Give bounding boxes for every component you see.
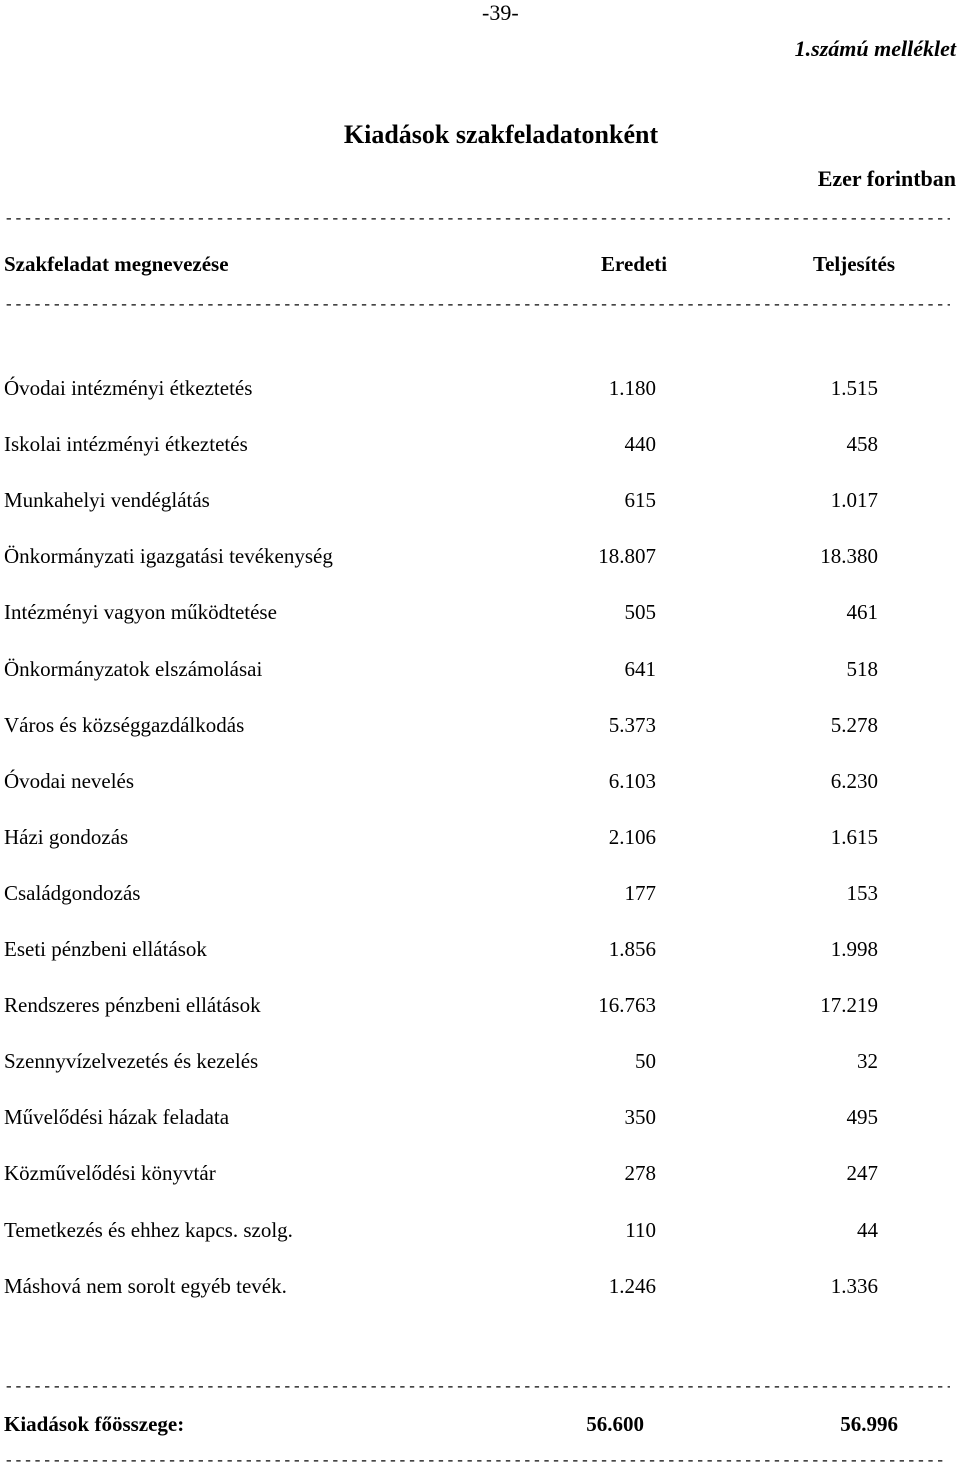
row-performance-value: 1.998 bbox=[830, 937, 878, 961]
table-row bbox=[0, 544, 960, 574]
total-performance: 56.996 bbox=[840, 1412, 898, 1436]
row-original-value: 5.373 bbox=[608, 713, 656, 737]
row-name: Iskolai intézményi étkeztetés bbox=[4, 432, 248, 456]
row-original-value: 6.103 bbox=[608, 769, 656, 793]
row-original-value: 440 bbox=[624, 432, 656, 456]
row-original-value: 350 bbox=[624, 1105, 656, 1129]
row-name: Családgondozás bbox=[4, 881, 141, 905]
row-name: Művelődési házak feladata bbox=[4, 1105, 230, 1129]
divider-header bbox=[4, 298, 950, 312]
total-original: 56.600 bbox=[586, 1412, 644, 1436]
divider-bottom bbox=[4, 1454, 944, 1468]
row-name: Óvodai intézményi étkeztetés bbox=[4, 376, 253, 400]
row-name: Házi gondozás bbox=[4, 825, 129, 849]
table-row bbox=[0, 993, 960, 1023]
row-original-value: 50 bbox=[635, 1049, 656, 1073]
column-header-performance: Teljesítés bbox=[813, 252, 896, 276]
total-row bbox=[0, 1412, 960, 1442]
row-original-value: 110 bbox=[625, 1218, 656, 1242]
row-performance-value: 518 bbox=[846, 657, 878, 681]
row-performance-value: 1.017 bbox=[830, 488, 878, 512]
annex-label: 1.számú melléklet bbox=[794, 36, 956, 61]
row-original-value: 1.246 bbox=[608, 1274, 656, 1298]
row-original-value: 16.763 bbox=[598, 993, 656, 1017]
row-original-value: 177 bbox=[624, 881, 656, 905]
table-row bbox=[0, 376, 960, 406]
row-name: Intézményi vagyon működtetése bbox=[4, 600, 277, 624]
table-row bbox=[0, 1161, 960, 1191]
table-row bbox=[0, 600, 960, 630]
table-row bbox=[0, 1274, 960, 1304]
page-number: -39- bbox=[482, 0, 519, 25]
row-name: Eseti pénzbeni ellátások bbox=[4, 937, 207, 961]
row-performance-value: 17.219 bbox=[820, 993, 878, 1017]
table-row bbox=[0, 937, 960, 967]
table-row bbox=[0, 1049, 960, 1079]
row-name: Közművelődési könyvtár bbox=[4, 1161, 216, 1185]
table-row bbox=[0, 713, 960, 743]
row-original-value: 278 bbox=[624, 1161, 656, 1185]
document-title: Kiadások szakfeladatonként bbox=[343, 120, 659, 149]
column-header-original: Eredeti bbox=[601, 252, 668, 276]
row-original-value: 615 bbox=[624, 488, 656, 512]
row-performance-value: 18.380 bbox=[820, 544, 878, 568]
row-name: Munkahelyi vendéglátás bbox=[4, 488, 210, 512]
row-performance-value: 1.615 bbox=[830, 825, 878, 849]
row-name: Szennyvízelvezetés és kezelés bbox=[4, 1049, 259, 1073]
row-original-value: 641 bbox=[624, 657, 656, 681]
divider-total bbox=[4, 1380, 950, 1394]
row-name: Város és községgazdálkodás bbox=[4, 713, 245, 737]
row-name: Máshová nem sorolt egyéb tevék. bbox=[4, 1274, 287, 1298]
table-row bbox=[0, 1218, 960, 1248]
table-row bbox=[0, 657, 960, 687]
row-name: Óvodai nevelés bbox=[4, 769, 135, 793]
table-row bbox=[0, 825, 960, 855]
row-original-value: 18.807 bbox=[598, 544, 656, 568]
column-header-name: Szakfeladat megnevezése bbox=[4, 252, 229, 276]
total-label: Kiadások főösszege: bbox=[4, 1412, 185, 1436]
unit-label: Ezer forintban bbox=[817, 166, 956, 191]
row-performance-value: 1.515 bbox=[830, 376, 878, 400]
row-performance-value: 247 bbox=[846, 1161, 878, 1185]
table-row bbox=[0, 488, 960, 518]
table-row bbox=[0, 432, 960, 462]
table-header bbox=[0, 252, 960, 280]
row-performance-value: 153 bbox=[846, 881, 878, 905]
row-performance-value: 44 bbox=[857, 1218, 878, 1242]
row-original-value: 2.106 bbox=[608, 825, 656, 849]
row-performance-value: 6.230 bbox=[830, 769, 878, 793]
row-performance-value: 495 bbox=[846, 1105, 878, 1129]
row-name: Temetkezés és ehhez kapcs. szolg. bbox=[4, 1218, 293, 1242]
table-row bbox=[0, 881, 960, 911]
row-performance-value: 458 bbox=[846, 432, 878, 456]
row-performance-value: 32 bbox=[857, 1049, 878, 1073]
table-row bbox=[0, 769, 960, 799]
row-original-value: 1.856 bbox=[608, 937, 656, 961]
row-name: Önkormányzatok elszámolásai bbox=[4, 657, 263, 681]
row-performance-value: 5.278 bbox=[830, 713, 878, 737]
divider-top bbox=[4, 212, 950, 226]
row-name: Önkormányzati igazgatási tevékenység bbox=[4, 544, 333, 568]
row-original-value: 1.180 bbox=[608, 376, 656, 400]
row-performance-value: 461 bbox=[846, 600, 878, 624]
row-name: Rendszeres pénzbeni ellátások bbox=[4, 993, 261, 1017]
row-original-value: 505 bbox=[624, 600, 656, 624]
row-performance-value: 1.336 bbox=[830, 1274, 878, 1298]
table-row bbox=[0, 1105, 960, 1135]
